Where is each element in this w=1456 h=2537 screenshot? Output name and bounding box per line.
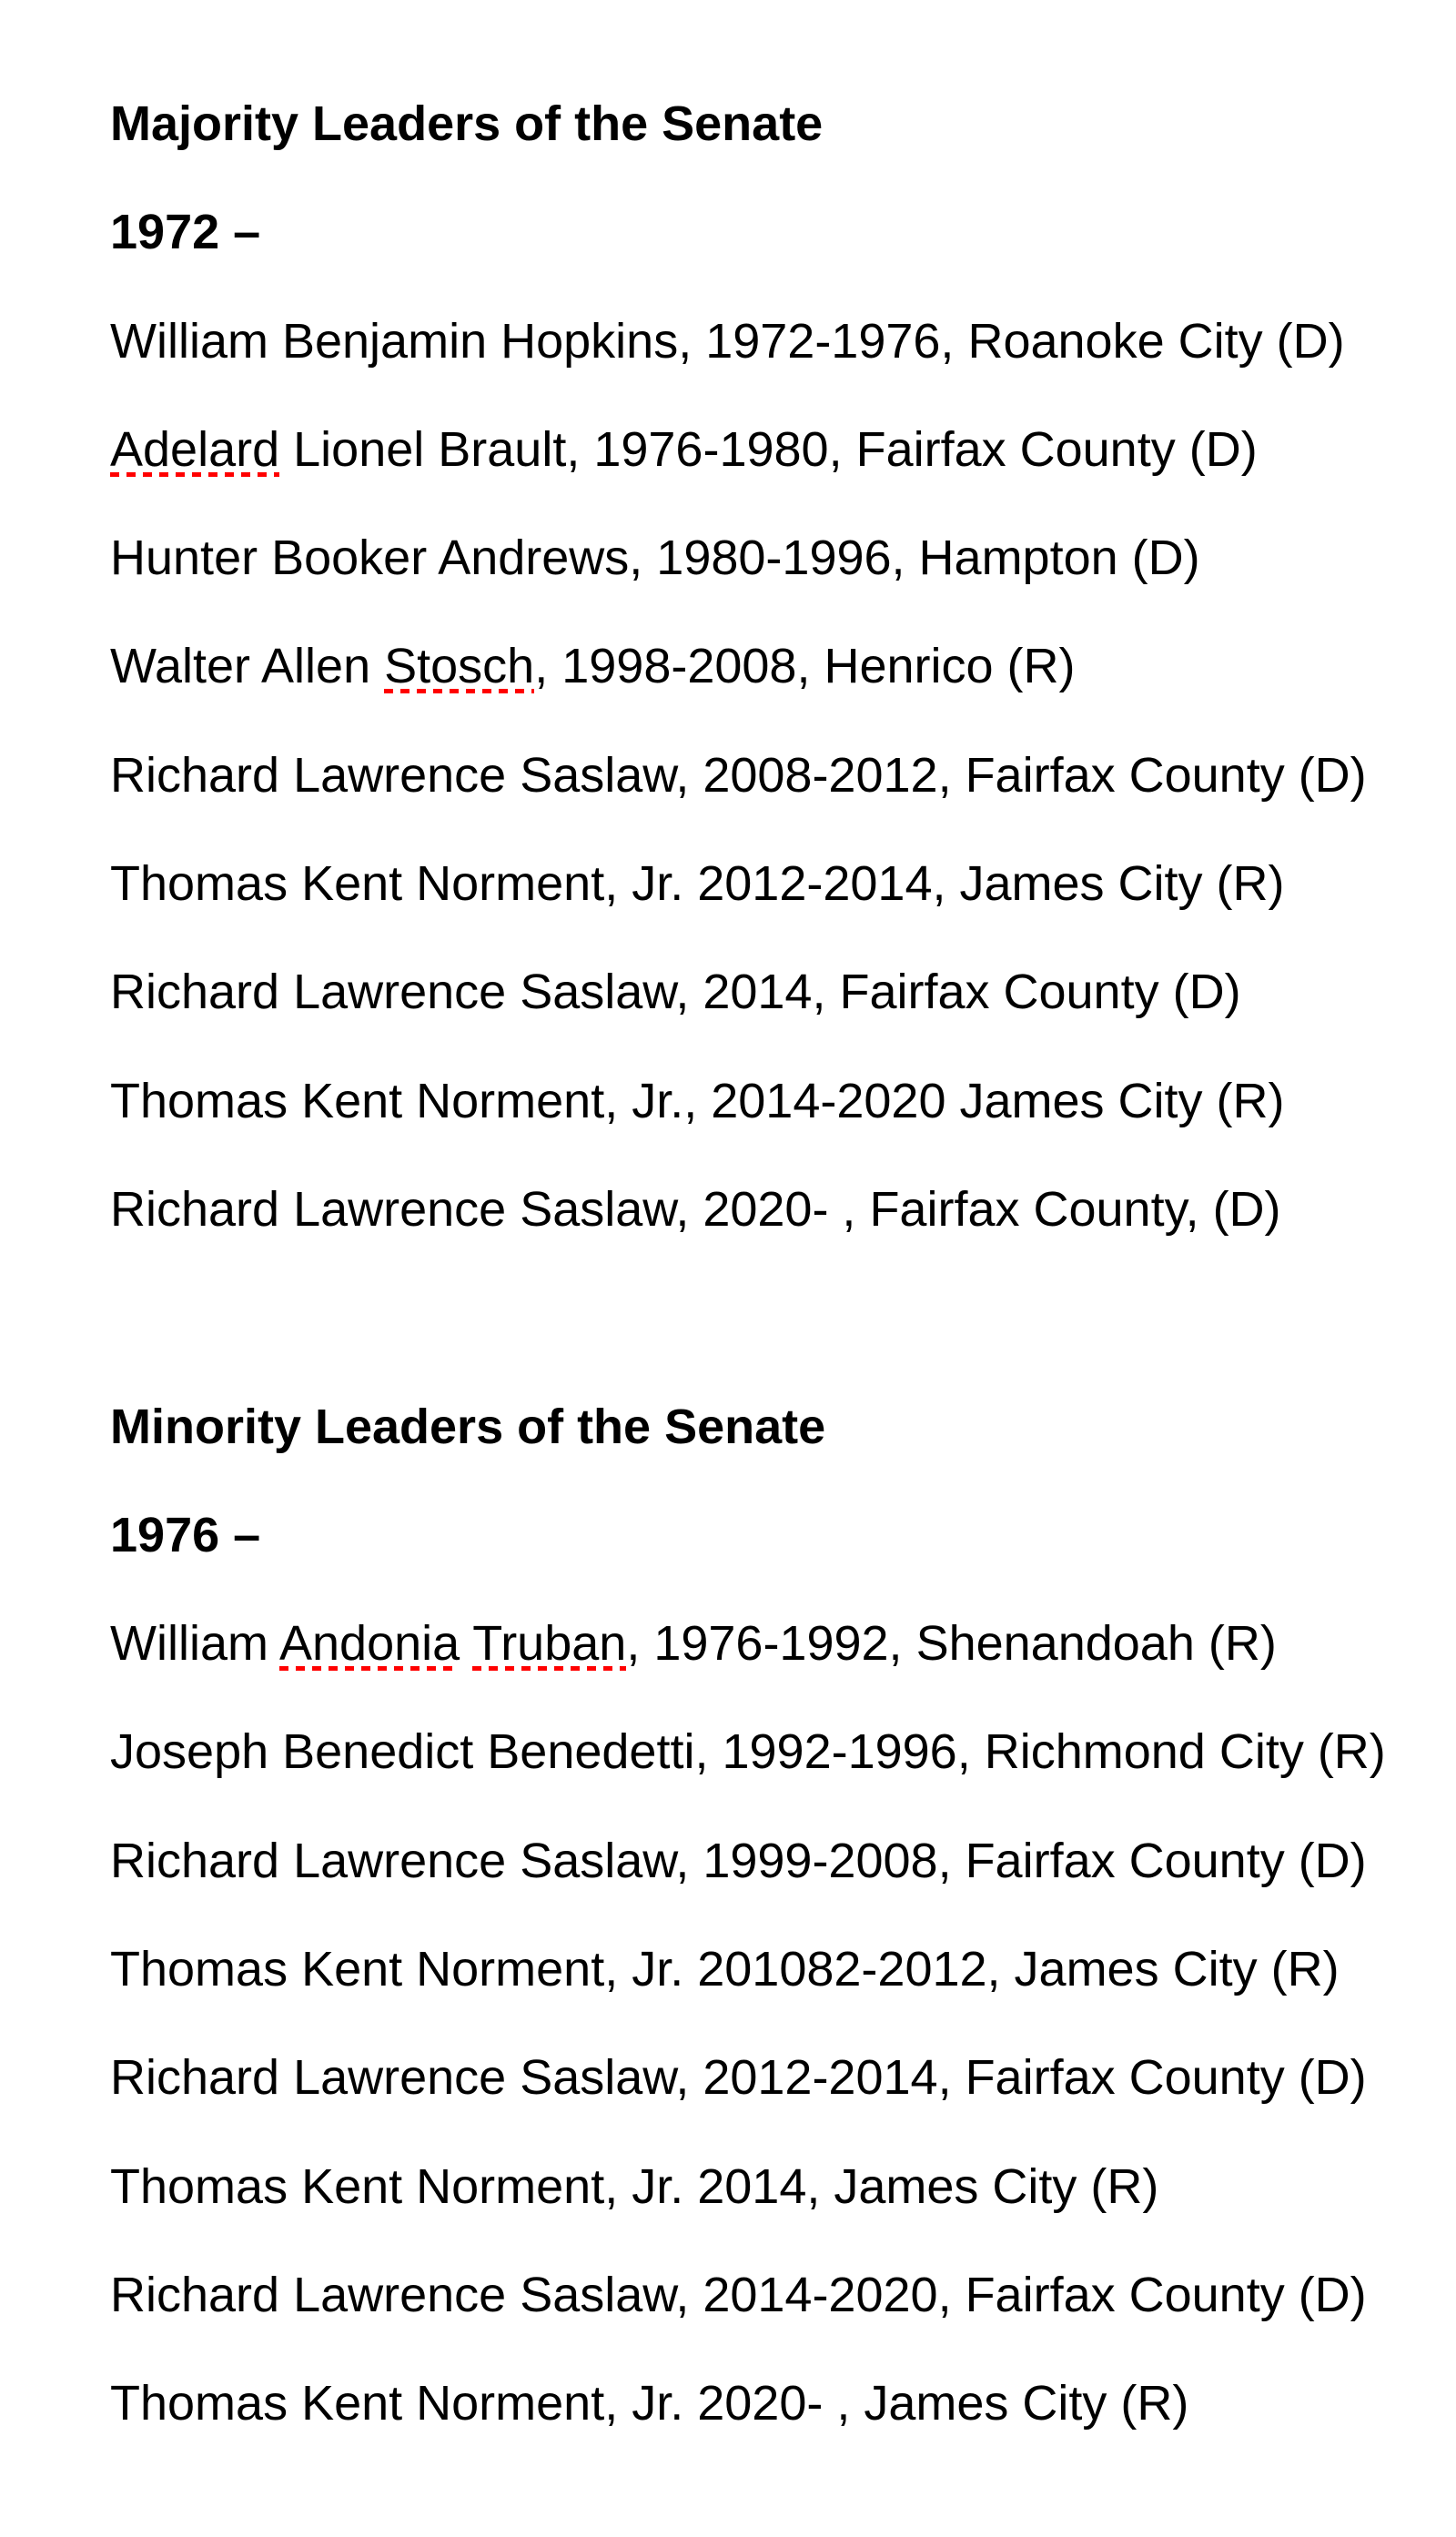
entry-text: Hunter Booker Andrews, 1980-1996, Hampton (D) — [110, 531, 1200, 586]
list-item — [110, 396, 1456, 504]
list-item — [110, 612, 1456, 721]
entry-text: Richard Lawrence Saslaw, 2012-2014, Fairfax County (D) — [110, 2050, 1367, 2106]
entry-text: Richard Lawrence Saslaw, 2014, Fairfax County (D) — [110, 965, 1241, 1020]
entry-text: Thomas Kent Norment, Jr. 2014, James City (R) — [110, 2158, 1159, 2214]
entry-text: William — [110, 1616, 279, 1672]
entry-text: Thomas Kent Norment, Jr. 2020- , James City (R) — [110, 2376, 1189, 2431]
list-item — [110, 2241, 1456, 2350]
minority-leaders-section — [110, 1373, 1456, 2459]
list-item — [110, 2133, 1456, 2241]
entry-text: Joseph Benedict Benedetti, 1992-1996, Richmond City (R) — [110, 1724, 1386, 1780]
list-item — [110, 1915, 1456, 2024]
blank-paragraph — [110, 1264, 1456, 1372]
list-item — [110, 1807, 1456, 1915]
list-item — [110, 2350, 1456, 2458]
entry-text: Thomas Kent Norment, Jr. 201082-2012, James City (R) — [110, 1942, 1340, 1997]
list-item — [110, 1590, 1456, 1698]
majority-leaders-section — [110, 70, 1456, 1264]
list-item — [110, 830, 1456, 938]
entry-text — [460, 1616, 472, 1671]
misspelled-word[interactable]: Truban — [472, 1616, 627, 1672]
misspelled-word[interactable]: Stosch — [384, 639, 535, 694]
misspelled-word[interactable]: Andonia — [279, 1616, 460, 1672]
misspelled-word[interactable]: Adelard — [110, 421, 280, 477]
entry-text: , 1998-2008, Henrico (R) — [534, 639, 1076, 694]
entry-text: Thomas Kent Norment, Jr., 2014-2020 James City (R) — [110, 1073, 1285, 1128]
section-title: Majority Leaders of the Senate — [110, 96, 824, 151]
entry-text: Richard Lawrence Saslaw, 1999-2008, Fairfax County (D) — [110, 1833, 1367, 1888]
list-item — [110, 1698, 1456, 1806]
list-item — [110, 938, 1456, 1046]
list-item — [110, 1047, 1456, 1156]
section-start-year: 1972 – — [110, 205, 261, 260]
section-start-year: 1976 – — [110, 1507, 261, 1562]
entry-text: Thomas Kent Norment, Jr. 2012-2014, James City (R) — [110, 856, 1285, 912]
list-item — [110, 1156, 1456, 1264]
entry-text: , 1976-1992, Shenandoah (R) — [626, 1616, 1277, 1672]
list-item — [110, 504, 1456, 612]
section-title: Minority Leaders of the Senate — [110, 1399, 826, 1454]
list-item — [110, 288, 1456, 396]
entry-text: Richard Lawrence Saslaw, 2014-2020, Fairfax County (D) — [110, 2267, 1367, 2322]
entry-text: Richard Lawrence Saslaw, 2008-2012, Fairfax County (D) — [110, 747, 1367, 803]
entry-text: Lionel Brault, 1976-1980, Fairfax County (D) — [279, 421, 1258, 477]
entry-text: Richard Lawrence Saslaw, 2020- , Fairfax County, (D) — [110, 1181, 1281, 1237]
entry-text: William Benjamin Hopkins, 1972-1976, Roanoke City (D) — [110, 313, 1345, 369]
entry-text: Walter Allen — [110, 639, 385, 694]
list-item — [110, 2024, 1456, 2132]
list-item — [110, 722, 1456, 830]
